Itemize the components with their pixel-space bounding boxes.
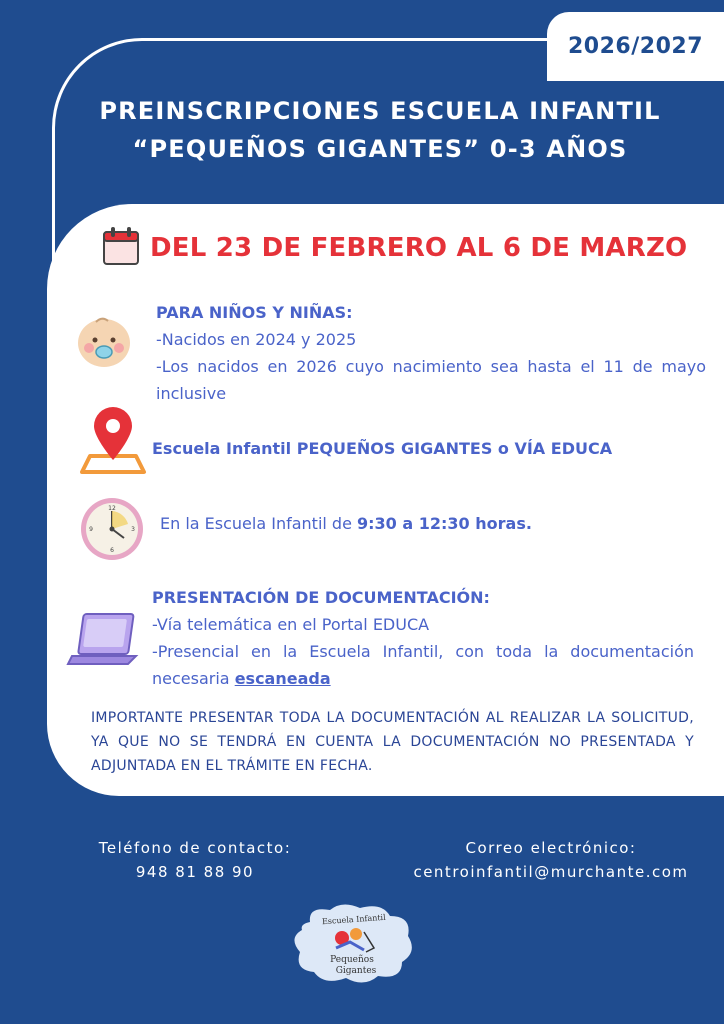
year-text: 2026/2027 <box>568 34 703 59</box>
eligibility-title: PARA NIÑOS Y NIÑAS: <box>156 303 353 322</box>
schedule-text <box>160 510 700 537</box>
documentation-item-2-text: -Presencial en la Escuela Infantil, con toda la documentación necesaria <box>152 642 694 688</box>
scanned-emphasis: escaneada <box>234 669 331 688</box>
email-label: Correo electrónico: <box>465 839 637 857</box>
svg-text:9: 9 <box>89 526 93 533</box>
location-text: Escuela Infantil PEQUEÑOS GIGANTES o VÍA EDUCA <box>152 439 613 458</box>
page-title <box>60 92 700 168</box>
school-logo <box>290 902 416 984</box>
calendar-icon <box>102 226 140 270</box>
documentation-item-1: -Vía telemática en el Portal EDUCA <box>152 615 430 634</box>
email-block <box>382 836 720 884</box>
clock-icon <box>78 496 146 566</box>
date-range: DEL 23 DE FEBRERO AL 6 DE MARZO <box>150 233 688 263</box>
title-line-1: PREINSCRIPCIONES ESCUELA INFANTIL <box>99 97 661 125</box>
svg-text:6: 6 <box>110 547 114 554</box>
date-row <box>102 226 687 270</box>
phone-block <box>70 836 320 884</box>
svg-text:3: 3 <box>131 526 135 533</box>
schedule-prefix: En la Escuela Infantil de <box>160 514 358 533</box>
phone-number: 948 81 88 90 <box>135 863 255 881</box>
year-badge <box>547 12 724 81</box>
title-line-2: “PEQUEÑOS GIGANTES” 0-3 AÑOS <box>132 135 628 163</box>
eligibility-item-2: -Los nacidos en 2026 cuyo nacimiento sea hasta el 11 de mayo inclusive <box>156 357 706 403</box>
email-address: centroinfantil@murchante.com <box>413 863 689 881</box>
eligibility-item-1: -Nacidos en 2024 y 2025 <box>156 330 357 349</box>
logo-text-bottom-2: Gigantes <box>335 966 377 976</box>
laptop-icon <box>66 612 142 672</box>
documentation-item-2 <box>152 638 694 692</box>
schedule-hours: 9:30 a 12:30 horas. <box>357 514 532 533</box>
logo-text-bottom-1: Pequeños <box>330 955 374 965</box>
logo-text-top: Escuela Infantil <box>321 912 386 927</box>
baby-icon <box>76 316 132 372</box>
documentation-title: PRESENTACIÓN DE DOCUMENTACIÓN: <box>152 588 490 607</box>
location-pin-icon <box>78 404 148 480</box>
eligibility-section <box>156 299 706 407</box>
svg-text:12: 12 <box>108 505 116 512</box>
documentation-section <box>152 584 694 692</box>
important-notice: IMPORTANTE PRESENTAR TODA LA DOCUMENTACIÓN AL REALIZAR LA SOLICITUD, YA QUE NO SE TENDRÁ EN CUENTA LA DOCUMENTACIÓN NO PRESENTADA Y ADJUNTADA EN EL TRÁMITE EN FECHA. <box>91 710 694 774</box>
phone-label: Teléfono de contacto: <box>98 839 292 857</box>
